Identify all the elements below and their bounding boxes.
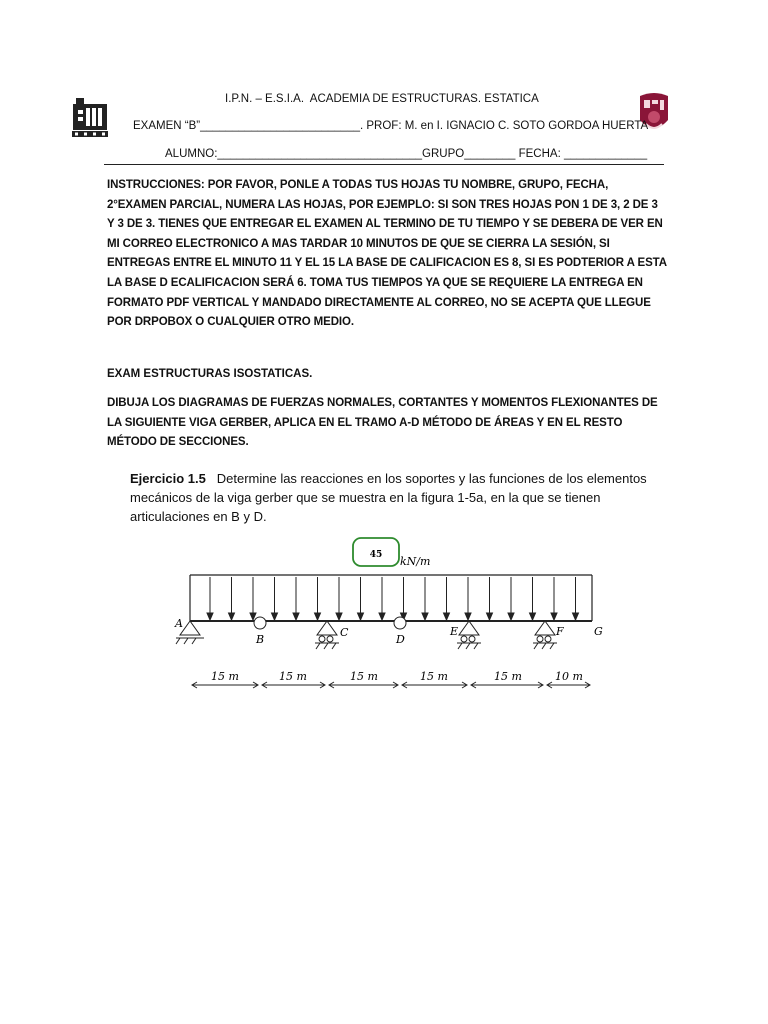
load-arrow-head bbox=[487, 613, 493, 620]
load-arrow-head bbox=[358, 613, 364, 620]
support-e-roller bbox=[457, 621, 481, 649]
point-label-d: D bbox=[396, 633, 405, 646]
load-arrow-head bbox=[336, 613, 342, 620]
instructions-paragraph: INSTRUCCIONES: POR FAVOR, PONLE A TODAS TUS HOJAS TU NOMBRE, GRUPO, FECHA, 2°EXAMEN PARCIAL, NUMERA LAS HOJAS, POR EJEMPLO: SI SON TRES HOJAS PON 1 DE 3, 2 DE 3 Y 3 DE 3. TIENES QUE ENTREGAR EL EXAMEN AL TERMINO DE TU TIEMPO Y SE DEBERA DE VER EN MI CORREO ELECTRONICO A MAS TARDAR 10 MINUTOS DE QUE SE CIERRA LA SESIÓN, SI ENTREGAS ENTRE EL MINUTO 11 Y EL 15 LA BASE DE CALIFICACION ES 8, SI ES PODTERIOR A ESTA LA BASE D ECALIFICACION SERÁ 6. TOMA TUS TIEMPOS YA QUE SE REQUIERE LA ENTREGA EN FORMATO PDF VERTICAL Y MANDADO DIRECTAMENTE AL CORREO, NO SE ACEPTA QUE LLEGUE POR DRPOBOX O CUALQUIER OTRO MEDIO. bbox=[107, 179, 667, 329]
load-arrow-head bbox=[530, 613, 536, 620]
load-arrow-head bbox=[444, 613, 450, 620]
point-label-b: B bbox=[256, 633, 265, 646]
exercise-text: Determine las reacciones en los soportes y las funciones de los elementos mecánicos de la viga gerber que se muestra en la figura 1-5a, en la que se tienen articulaciones en B y D. bbox=[130, 471, 647, 524]
load-arrow-head bbox=[465, 613, 471, 620]
point-label-e: E bbox=[450, 625, 459, 638]
span-label-1: 15 m bbox=[211, 670, 239, 683]
exercise-statement bbox=[130, 469, 660, 526]
load-value: 45 bbox=[369, 550, 383, 560]
header-divider bbox=[104, 164, 664, 165]
building-icon bbox=[72, 96, 108, 138]
header-student-line: ALUMNO:________________________________GRUPO________ FECHA: _____________ bbox=[165, 148, 648, 160]
span-label-4: 15 m bbox=[420, 670, 448, 683]
load-arrow-head bbox=[272, 613, 278, 620]
dimension-lines bbox=[192, 682, 590, 688]
load-arrow-head bbox=[422, 613, 428, 620]
hinge-b bbox=[254, 617, 266, 629]
hinge-d bbox=[394, 617, 406, 629]
gerber-beam-figure bbox=[170, 535, 610, 700]
point-label-a: A bbox=[175, 617, 183, 630]
point-label-g: G bbox=[594, 625, 603, 638]
section-title: EXAM ESTRUCTURAS ISOSTATICAS. bbox=[107, 368, 313, 380]
span-label-5: 15 m bbox=[494, 670, 522, 683]
header-institution: I.P.N. – E.S.I.A. ACADEMIA DE ESTRUCTURAS. ESTATICA bbox=[225, 93, 539, 105]
load-arrow-head bbox=[207, 613, 213, 620]
load-arrows bbox=[207, 577, 579, 620]
load-arrow-head bbox=[551, 613, 557, 620]
load-arrow-head bbox=[508, 613, 514, 620]
point-label-f: F bbox=[556, 625, 564, 638]
load-arrow-head bbox=[379, 613, 385, 620]
point-label-c: C bbox=[340, 626, 349, 639]
load-arrow-head bbox=[573, 613, 579, 620]
load-arrow-head bbox=[229, 613, 235, 620]
span-label-2: 15 m bbox=[279, 670, 307, 683]
span-label-3: 15 m bbox=[350, 670, 378, 683]
header-exam-line: EXAMEN “B”_________________________. PROF: M. en I. IGNACIO C. SOTO GORDOA HUERTA bbox=[133, 120, 649, 132]
span-label-6: 10 m bbox=[555, 670, 583, 683]
load-unit: kN/m bbox=[400, 555, 431, 568]
task-paragraph: DIBUJA LOS DIAGRAMAS DE FUERZAS NORMALES, CORTANTES Y MOMENTOS FLEXIONANTES DE LA SIGUIENTE VIGA GERBER, APLICA EN EL TRAMO A-D MÉTODO DE ÁREAS Y EN EL RESTO MÉTODO DE SECCIONES. bbox=[107, 397, 658, 449]
load-arrow-head bbox=[315, 613, 321, 620]
support-f-roller bbox=[533, 621, 557, 649]
support-c-roller bbox=[315, 621, 339, 649]
exercise-label: Ejercicio 1.5 bbox=[130, 471, 206, 486]
ipn-esia-logo bbox=[72, 96, 108, 138]
load-arrow-head bbox=[293, 613, 299, 620]
